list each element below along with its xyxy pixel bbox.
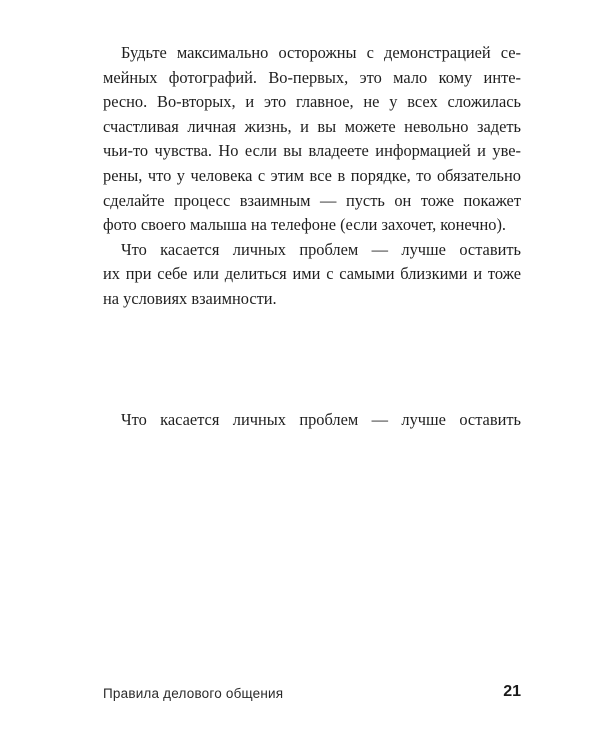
text-line: их при себе или делиться ими с самыми близкими и тоже bbox=[103, 264, 521, 284]
paragraph-gap bbox=[103, 312, 521, 408]
text-line: счастливая личная жизнь, и вы можете невольно задеть bbox=[103, 116, 521, 136]
text-line: Что касается личных проблем — лучше оставить bbox=[121, 409, 521, 429]
body-text bbox=[103, 41, 521, 432]
paragraph bbox=[103, 41, 521, 238]
running-title: Правила делового общения bbox=[103, 686, 284, 701]
text-line: рены, что у человека с этим все в порядке, то обязательно bbox=[103, 165, 521, 185]
text-line: сделайте процесс взаимным — пусть он тоже покажет bbox=[103, 190, 521, 210]
text-line: Что касается личных проблем — лучше оставить bbox=[121, 239, 521, 259]
paragraph bbox=[103, 238, 521, 312]
text-line: фото своего малыша на телефоне (если захочет, конечно). bbox=[103, 215, 507, 235]
paragraph bbox=[103, 408, 521, 433]
text-line: мейных фотографий. Во-первых, это мало кому инте- bbox=[103, 67, 521, 87]
text-line: Будьте максимально осторожны с демонстрацией се- bbox=[121, 43, 521, 62]
page-number: 21 bbox=[503, 683, 521, 700]
text-line: чьи-то чувства. Но если вы владеете информацией и уве- bbox=[103, 141, 521, 161]
text-line: на условиях взаимности. bbox=[103, 288, 277, 308]
page-footer bbox=[103, 682, 521, 706]
text-line: ресно. Во-вторых, и это главное, не у всех сложилась bbox=[103, 92, 521, 112]
